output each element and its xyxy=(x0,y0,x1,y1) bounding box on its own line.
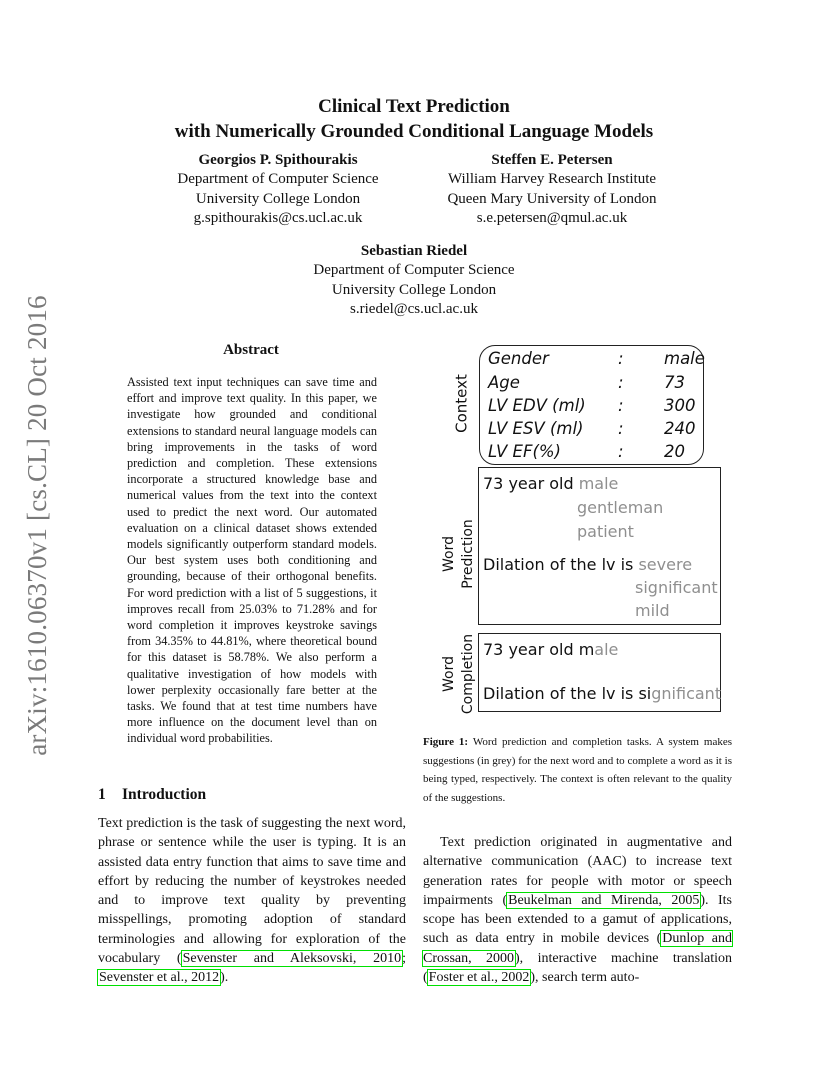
citation-link[interactable]: Beukelman and Mirenda, 2005 xyxy=(508,892,700,908)
author-name: Sebastian Riedel xyxy=(360,243,468,259)
context-colon: : xyxy=(618,349,624,368)
arxiv-identifier: arXiv:1610.06370v1 [cs.CL] 20 Oct 2016 xyxy=(21,294,52,756)
context-key: Age xyxy=(488,373,520,392)
typed-text: Dilation of the lv is xyxy=(483,555,639,574)
prediction-line-1 xyxy=(483,474,618,493)
context-label: Context xyxy=(452,374,471,433)
author-block-3 xyxy=(294,242,534,319)
intro-end: ). xyxy=(220,970,229,986)
author-email: s.riedel@cs.ucl.ac.uk xyxy=(350,300,478,317)
context-colon: : xyxy=(618,373,624,392)
paragraph-text: Text prediction originated in augmentative and alternative communication (AAC) to increase text generation rates for people with motor or speech impairments ( xyxy=(423,835,732,908)
context-value: 300 xyxy=(664,396,696,415)
paper-title-line-2: with Numerically Grounded Conditional Language Models xyxy=(174,121,654,142)
completion-line-1 xyxy=(483,640,618,659)
abstract-heading: Abstract xyxy=(223,342,279,358)
context-key: Gender xyxy=(488,349,549,368)
suggestion: patient xyxy=(577,522,634,541)
paragraph-text: ), interactive machine translation ( xyxy=(423,950,732,986)
label-line: Completion xyxy=(460,633,476,715)
context-colon: : xyxy=(618,396,624,415)
citation-separator: ; xyxy=(402,951,406,967)
suggestion: gentleman xyxy=(577,498,664,517)
context-colon: : xyxy=(618,419,624,438)
author-block-2 xyxy=(428,151,676,228)
citation-link[interactable]: Sevenster et al., 2012 xyxy=(99,970,220,986)
suggestion: male xyxy=(578,474,619,493)
prediction-line-2 xyxy=(483,555,692,574)
author-block-1 xyxy=(168,151,388,228)
completion-line-2 xyxy=(483,684,721,703)
typed-text: Dilation of the lv is si xyxy=(483,684,652,703)
context-value: 73 xyxy=(664,373,685,392)
word-completion-label xyxy=(440,624,480,724)
intro-text: Text prediction is the task of suggesting the next word, phrase or sentence while the user is typing. It is an assisted data entry function that aims to save time and effort by reducing the number of keystrokes needed and to improve text quality by preventing misspellings, promoting adoption of standard terminologies and allowing for exploration of the vocabulary xyxy=(98,816,406,967)
suggestion: significant xyxy=(635,578,718,597)
context-value: 20 xyxy=(664,442,685,461)
context-value: 240 xyxy=(664,419,696,438)
author-institution: University College London xyxy=(195,190,361,207)
abstract-text: Assisted text input techniques can save time and effort and improve text quality. In this paper, we investigate how grounded and conditional extensions to standard neural language models can bring improvements in the tasks of word prediction and completion. These extensions incorporate a structured knowledge base and numerical values from the text into the context used to predict the next word. Our automated evaluation on a clinical dataset shows extended models significantly outperform standard models. Our best system uses both conditioning and grounding, because of their orthogonal benefits. For word prediction with a list of 5 suggestions, it improves recall from 25.03% to 71.28% and for word completion it improves keystroke savings from 34.35% to 44.81%, where theoretical bound for this dataset is 58.78%. We also perform a qualitative investigation of how models with lower perplexity occasionally fare better at the tasks. We found that at test time numbers have more influence on the document level than on individual word probabilities. xyxy=(127,375,377,746)
author-email: g.spithourakis@cs.ucl.ac.uk xyxy=(193,209,363,226)
paragraph-text: ), search term auto- xyxy=(530,970,640,986)
label-line: Word xyxy=(441,656,457,692)
suggestion: ale xyxy=(594,640,619,659)
context-key: LV EF(%) xyxy=(488,442,561,461)
caption-label: Figure 1: xyxy=(423,736,469,748)
author-department: Department of Computer Science xyxy=(177,171,379,188)
introduction-paragraph: Text prediction is the task of suggesting the next word, phrase or sentence while the user is typing. It is an assisted data entry function that aims to save time and effort by reducing the number of keystrokes needed and to improve text quality by preventing misspellings, promoting adoption of standard terminologies and allowing for exploration of the vocabulary (Sevenster and Aleksovski, 2010; Sevenster et al., 2012). xyxy=(98,816,406,986)
typed-text: 73 year old xyxy=(483,474,579,493)
right-column-paragraph xyxy=(423,833,732,987)
section-number: 1 xyxy=(98,786,106,803)
author-name: Georgios P. Spithourakis xyxy=(198,152,358,168)
section-heading xyxy=(98,786,206,804)
label-line: Prediction xyxy=(460,519,476,589)
author-name: Steffen E. Petersen xyxy=(491,152,613,168)
context-colon: : xyxy=(618,442,624,461)
author-department: William Harvey Research Institute xyxy=(447,171,657,188)
citation-link[interactable]: Sevenster and Aleksovski, 2010 xyxy=(182,951,402,967)
figure-caption xyxy=(423,733,732,807)
context-key: LV EDV (ml) xyxy=(488,396,586,415)
word-prediction-label xyxy=(440,504,480,604)
citation-link[interactable]: Dunlop and Crossan, 2000 xyxy=(423,931,732,966)
section-title: Introduction xyxy=(122,786,207,803)
paragraph-text: ). Its scope has been extended to a gamut of applications, such as data entry in mobile devices ( xyxy=(423,892,732,947)
suggestion: severe xyxy=(638,555,693,574)
author-institution: University College London xyxy=(331,281,497,298)
paper-title-line-1: Clinical Text Prediction xyxy=(318,96,510,117)
typed-text: 73 year old m xyxy=(483,640,595,659)
suggestion: mild xyxy=(635,601,670,620)
caption-text: Word prediction and completion tasks. A system makes suggestions (in grey) for the next word and to complete a word as it is being typed, respectively. The context is often relevant to the quality of the suggestions. xyxy=(423,736,733,804)
label-line: Word xyxy=(441,536,457,572)
figure-1 xyxy=(440,342,740,722)
context-value: male xyxy=(664,349,705,368)
suggestion: gnificant xyxy=(651,684,722,703)
author-institution: Queen Mary University of London xyxy=(447,190,657,207)
author-department: Department of Computer Science xyxy=(313,262,515,279)
context-key: LV ESV (ml) xyxy=(488,419,584,438)
citation-link[interactable]: Foster et al., 2002 xyxy=(428,970,530,986)
author-email: s.e.petersen@qmul.ac.uk xyxy=(476,209,628,226)
